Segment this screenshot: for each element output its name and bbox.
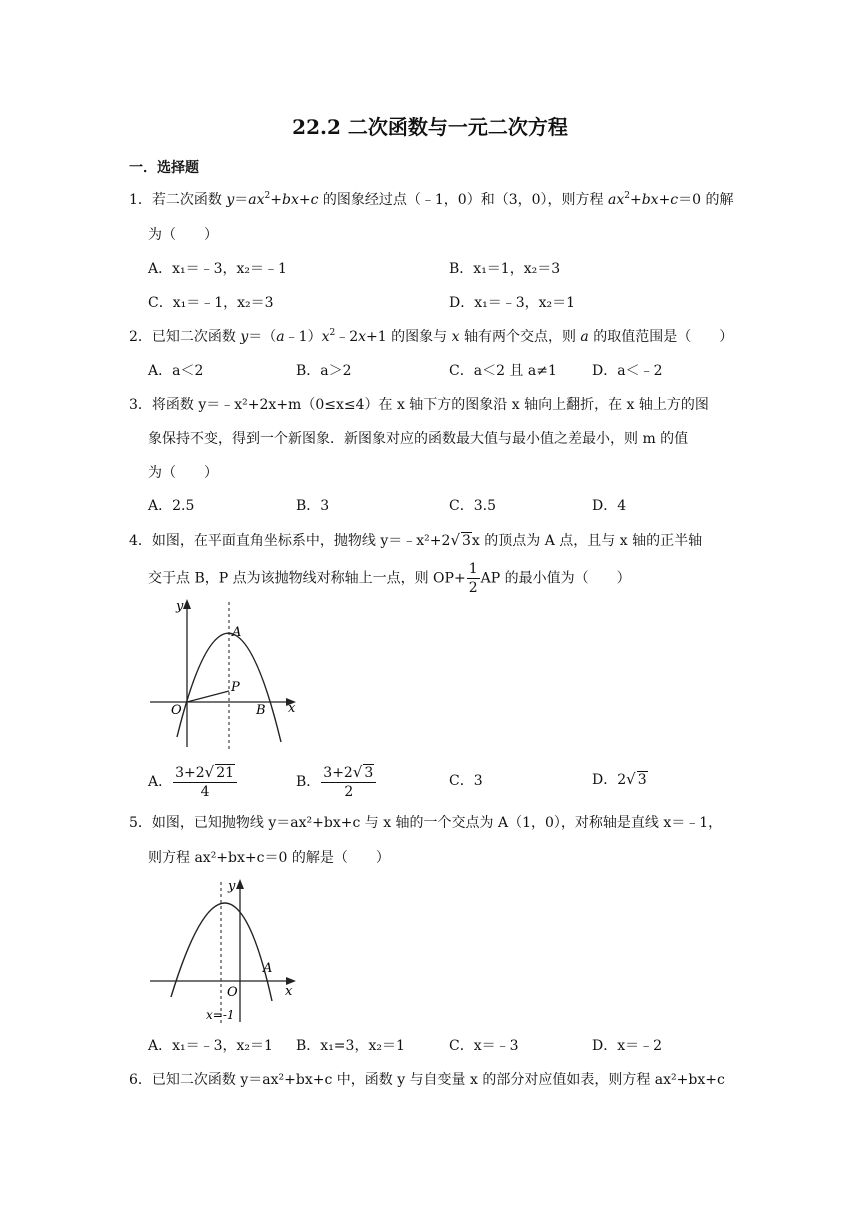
var: x bbox=[321, 329, 330, 345]
radical-sign: √ bbox=[450, 531, 460, 549]
option-label: D． bbox=[592, 772, 618, 788]
option-text: 4 bbox=[617, 498, 627, 514]
option-text: x＝﹣2 bbox=[617, 1038, 663, 1054]
question-3-line-1 bbox=[129, 398, 709, 412]
label-y: y bbox=[228, 879, 236, 894]
numerator bbox=[173, 765, 237, 783]
text: +1 的图象与 bbox=[366, 329, 452, 345]
var: a bbox=[580, 329, 589, 345]
numerator bbox=[321, 765, 376, 783]
text: 轴有两个交点，则 bbox=[459, 329, 581, 345]
option-text: x₁＝﹣3，x₂＝1 bbox=[172, 1038, 273, 1054]
text: 3+2 bbox=[175, 765, 205, 781]
option-c[interactable] bbox=[449, 1039, 519, 1053]
text: + bbox=[298, 192, 311, 208]
text: ﹣1） bbox=[284, 329, 322, 345]
var: a bbox=[276, 329, 285, 345]
var: y bbox=[240, 329, 249, 345]
text: 若二次函数 bbox=[151, 192, 227, 208]
question-3-line-3: 为（ ） bbox=[148, 465, 218, 481]
option-text: x₁=3，x₂＝1 bbox=[320, 1038, 405, 1054]
option-label: C． bbox=[449, 363, 474, 379]
question-number: 3． bbox=[129, 397, 152, 413]
exponent: 2 bbox=[624, 191, 630, 201]
option-c[interactable] bbox=[449, 774, 483, 788]
option-text: 3.5 bbox=[473, 498, 496, 514]
label-axis-eq: x=-1 bbox=[206, 1008, 235, 1022]
option-label: B． bbox=[296, 498, 321, 514]
option-text: a＜2 且 a≠1 bbox=[473, 363, 557, 379]
question-4-line-2 bbox=[148, 562, 631, 595]
option-d[interactable] bbox=[449, 296, 575, 310]
option-b[interactable] bbox=[296, 1039, 405, 1053]
question-number: 6． bbox=[129, 1072, 152, 1088]
option-c[interactable] bbox=[449, 499, 496, 513]
label-x: x bbox=[285, 984, 293, 999]
label-o: O bbox=[227, 985, 238, 1000]
question-3-line-2: 象保持不变，得到一个新图象．新图象对应的函数最大值与最小值之差最小，则 m 的值 bbox=[148, 431, 689, 447]
option-a[interactable] bbox=[148, 760, 238, 804]
text: ＝ bbox=[234, 192, 249, 208]
question-1-line-2: 为（ ） bbox=[148, 227, 218, 243]
text: 的取值范围是（ ） bbox=[588, 329, 734, 345]
var: bx bbox=[282, 192, 299, 208]
section-heading: 一．选择题 bbox=[129, 160, 199, 176]
option-d[interactable] bbox=[592, 772, 648, 787]
label-x: x bbox=[288, 701, 296, 716]
numerator: 1 bbox=[468, 561, 478, 577]
question-5-line-1 bbox=[129, 816, 722, 830]
option-d[interactable] bbox=[592, 499, 626, 513]
question-6-line-1 bbox=[129, 1073, 725, 1087]
segment-op bbox=[187, 691, 229, 702]
text: 的图象经过点（﹣1，0）和（3，0），则方程 bbox=[318, 192, 608, 208]
option-b[interactable] bbox=[296, 499, 329, 513]
label-a: A bbox=[263, 961, 273, 976]
text: + bbox=[270, 192, 283, 208]
label-p: P bbox=[231, 680, 240, 695]
y-axis-arrow bbox=[183, 599, 191, 609]
option-text: 3 bbox=[473, 773, 483, 789]
denominator: 4 bbox=[200, 784, 210, 800]
option-c[interactable] bbox=[449, 364, 557, 378]
question-number: 2． bbox=[129, 329, 152, 345]
denominator: 2 bbox=[344, 784, 354, 800]
option-label: C． bbox=[449, 1038, 474, 1054]
question-1-line-1 bbox=[129, 193, 734, 207]
option-d[interactable] bbox=[592, 1039, 662, 1053]
text: x 的顶点为 A 点，且与 x 轴的正半轴 bbox=[471, 533, 703, 549]
text: 将函数 y＝﹣x²+2x+m（0≤x≤4）在 x 轴下方的图象沿 x 轴向上翻折，在 x 轴上方的图 bbox=[151, 397, 709, 413]
option-label: D． bbox=[592, 498, 618, 514]
label-a: A bbox=[232, 625, 242, 640]
option-label: D． bbox=[449, 295, 475, 311]
var: c bbox=[670, 192, 679, 208]
radical-sign: √ bbox=[352, 763, 363, 781]
option-label: D． bbox=[592, 363, 618, 379]
option-text: x₁＝﹣3，x₂＝﹣1 bbox=[172, 261, 287, 277]
text: 如图，在平面直角坐标系中，抛物线 y＝﹣x²+2 bbox=[151, 533, 451, 549]
var: ax bbox=[248, 192, 265, 208]
denominator: 2 bbox=[468, 580, 478, 596]
option-text: x₁＝1，x₂＝3 bbox=[473, 261, 561, 277]
page-title: 22.2 二次函数与一元二次方程 bbox=[292, 115, 568, 139]
fraction bbox=[467, 562, 480, 595]
radicand: 21 bbox=[216, 765, 235, 781]
question-4-figure bbox=[145, 597, 305, 757]
option-a[interactable] bbox=[148, 262, 287, 276]
fraction bbox=[173, 765, 237, 799]
exponent: 2 bbox=[264, 191, 271, 201]
option-label: B． bbox=[296, 774, 321, 790]
var: c bbox=[310, 192, 319, 208]
option-label: D． bbox=[592, 1038, 618, 1054]
y-axis-arrow bbox=[236, 879, 244, 889]
text: ＝0 的解 bbox=[678, 192, 734, 208]
option-a[interactable] bbox=[148, 364, 203, 378]
text: + bbox=[658, 192, 671, 208]
radicand: 3 bbox=[462, 533, 471, 549]
text: 已知二次函数 bbox=[151, 329, 241, 345]
option-label: A． bbox=[148, 1038, 173, 1054]
option-label: C． bbox=[449, 498, 474, 514]
option-label: B． bbox=[296, 363, 321, 379]
text: ﹣2 bbox=[335, 329, 359, 345]
text: 如图，已知抛物线 y＝ax²+bx+c 与 x 轴的一个交点为 A（1，0），对称轴是直线 x＝﹣1， bbox=[151, 815, 723, 831]
var: x bbox=[451, 329, 460, 345]
question-5-figure bbox=[145, 877, 305, 1027]
text: 已知二次函数 y＝ax²+bx+c 中，函数 y 与自变量 x 的部分对应值如表，则方程 ax²+bx+c bbox=[151, 1072, 725, 1088]
option-b[interactable] bbox=[296, 364, 352, 378]
exponent: 2 bbox=[329, 328, 336, 338]
question-4-line-1 bbox=[129, 533, 702, 548]
option-text: x₁＝﹣3，x₂＝1 bbox=[474, 295, 576, 311]
option-label: B． bbox=[296, 1038, 321, 1054]
label-o: O bbox=[171, 703, 182, 718]
option-text: 2 bbox=[617, 772, 627, 788]
var: x bbox=[358, 329, 367, 345]
option-text: a＜2 bbox=[172, 363, 204, 379]
question-5-line-2: 则方程 ax²+bx+c＝0 的解是（ ） bbox=[148, 850, 390, 866]
radical-sign: √ bbox=[626, 770, 636, 788]
option-label: A． bbox=[148, 498, 173, 514]
option-text: 3 bbox=[320, 498, 330, 514]
text: 交于点 B，P 点为该抛物线对称轴上一点，则 OP+ bbox=[148, 570, 466, 587]
text: ＝（ bbox=[248, 329, 277, 345]
var: ax bbox=[607, 192, 625, 208]
var: bx bbox=[641, 192, 659, 208]
option-text: x₁＝﹣1，x₂＝3 bbox=[172, 295, 274, 311]
question-2-line-1 bbox=[129, 330, 733, 344]
radical-sign: √ bbox=[204, 763, 215, 781]
option-text: 2.5 bbox=[172, 498, 195, 514]
option-c[interactable] bbox=[148, 296, 274, 310]
option-label: B． bbox=[449, 261, 474, 277]
option-label: A． bbox=[148, 774, 173, 790]
option-label: C． bbox=[148, 295, 173, 311]
question-number: 4． bbox=[129, 533, 152, 549]
question-number: 1． bbox=[129, 192, 152, 208]
question-number: 5． bbox=[129, 815, 152, 831]
label-y: y bbox=[176, 599, 184, 614]
radicand: 3 bbox=[637, 772, 647, 788]
fraction bbox=[321, 765, 376, 799]
text: + bbox=[629, 192, 642, 208]
option-d[interactable] bbox=[592, 364, 663, 378]
option-text: a＜﹣2 bbox=[617, 363, 663, 379]
option-b[interactable] bbox=[449, 262, 560, 276]
option-text: a＞2 bbox=[320, 363, 352, 379]
option-a[interactable] bbox=[148, 499, 194, 513]
option-a[interactable] bbox=[148, 1039, 273, 1053]
var: y bbox=[226, 192, 235, 208]
label-b: B bbox=[256, 703, 266, 718]
text: AP 的最小值为（ ） bbox=[480, 570, 631, 587]
option-label: C． bbox=[449, 773, 474, 789]
text: 3+2 bbox=[323, 765, 353, 781]
option-label: A． bbox=[148, 261, 173, 277]
option-text: x＝﹣3 bbox=[473, 1038, 519, 1054]
option-label: A． bbox=[148, 363, 173, 379]
option-b[interactable] bbox=[296, 760, 377, 804]
radicand: 3 bbox=[364, 765, 374, 781]
